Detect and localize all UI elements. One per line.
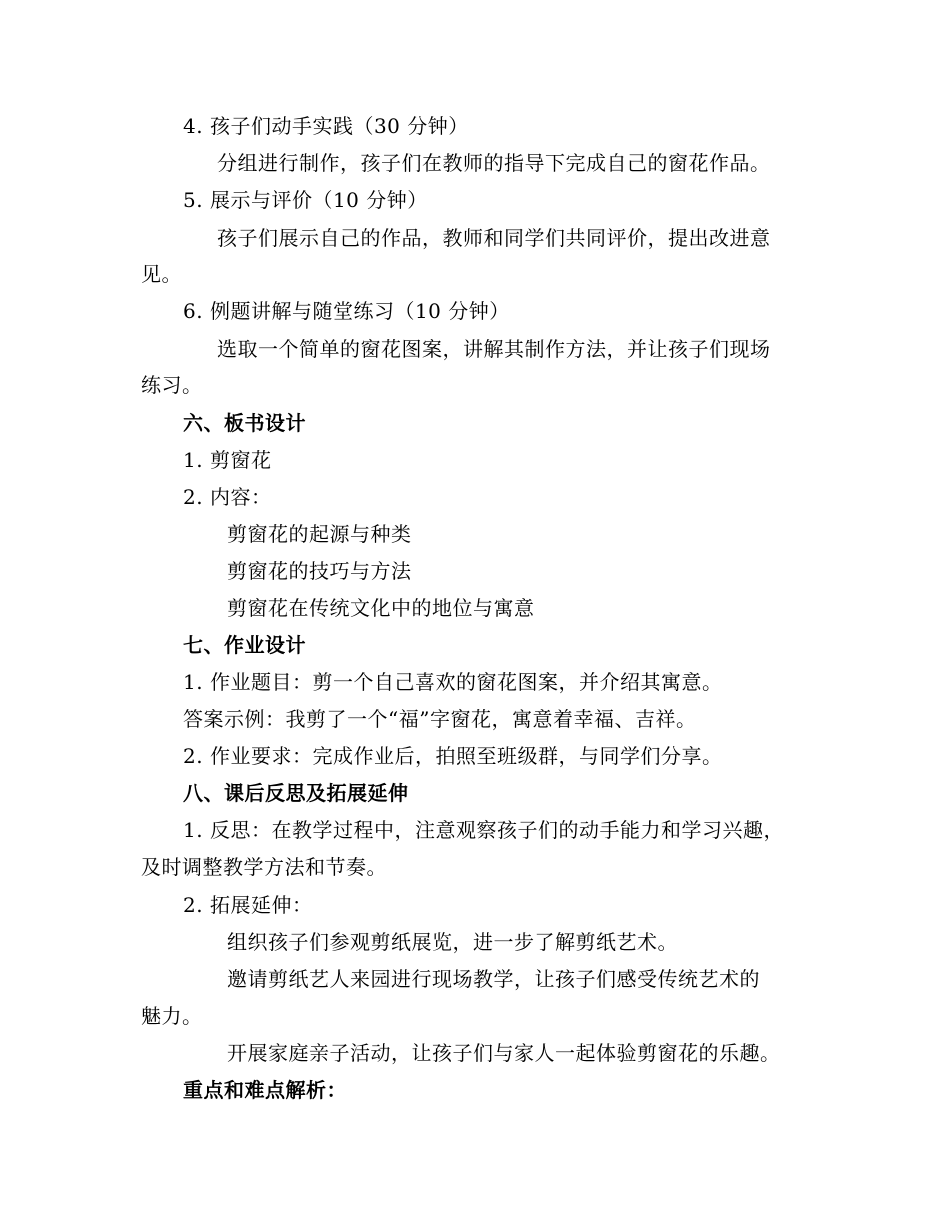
sub-item: 剪窗花的起源与种类 [227,522,412,546]
paragraph-text: 魅力。 [141,1004,203,1028]
list-item-6-title: 6. 例题讲解与随堂练习（10 分钟） [183,299,510,323]
list-item-5-title: 5. 展示与评价（10 分钟） [183,188,428,212]
list-item: 1. 作业题目：剪一个自己喜欢的窗花图案，并介绍其寓意。 [183,670,723,694]
paragraph-text: 分组进行制作，孩子们在教师的指导下完成自己的窗花作品。 [217,151,771,175]
paragraph-text: 孩子们展示自己的作品，教师和同学们共同评价，提出改进意 [217,226,771,250]
list-item: 1. 剪窗花 [183,448,272,472]
section-heading: 八、课后反思及拓展延伸 [183,781,409,805]
sub-item: 邀请剪纸艺人来园进行现场教学，让孩子们感受传统艺术的 [227,967,760,991]
sub-item: 组织孩子们参观剪纸展览，进一步了解剪纸艺术。 [227,930,678,954]
list-item-4-title: 4. 孩子们动手实践（30 分钟） [183,114,469,138]
sub-item: 剪窗花在传统文化中的地位与寓意 [227,596,535,620]
section-heading: 六、板书设计 [183,411,306,435]
section-heading: 重点和难点解析： [183,1078,347,1102]
section-heading: 七、作业设计 [183,633,306,657]
list-item: 1. 反思：在教学过程中，注意观察孩子们的动手能力和学习兴趣， [183,818,784,842]
paragraph-text: 答案示例：我剪了一个“福”字窗花，寓意着幸福、吉祥。 [183,707,697,731]
paragraph-text: 选取一个简单的窗花图案，讲解其制作方法，并让孩子们现场 [217,337,771,361]
list-item: 2. 拓展延伸： [183,893,313,917]
sub-item: 剪窗花的技巧与方法 [227,559,412,583]
paragraph-text: 见。 [141,262,182,286]
sub-item: 开展家庭亲子活动，让孩子们与家人一起体验剪窗花的乐趣。 [227,1041,781,1065]
list-item: 2. 作业要求：完成作业后，拍照至班级群，与同学们分享。 [183,744,723,768]
paragraph-text: 练习。 [141,373,203,397]
paragraph-text: 及时调整教学方法和节奏。 [141,855,387,879]
list-item: 2. 内容： [183,485,272,509]
